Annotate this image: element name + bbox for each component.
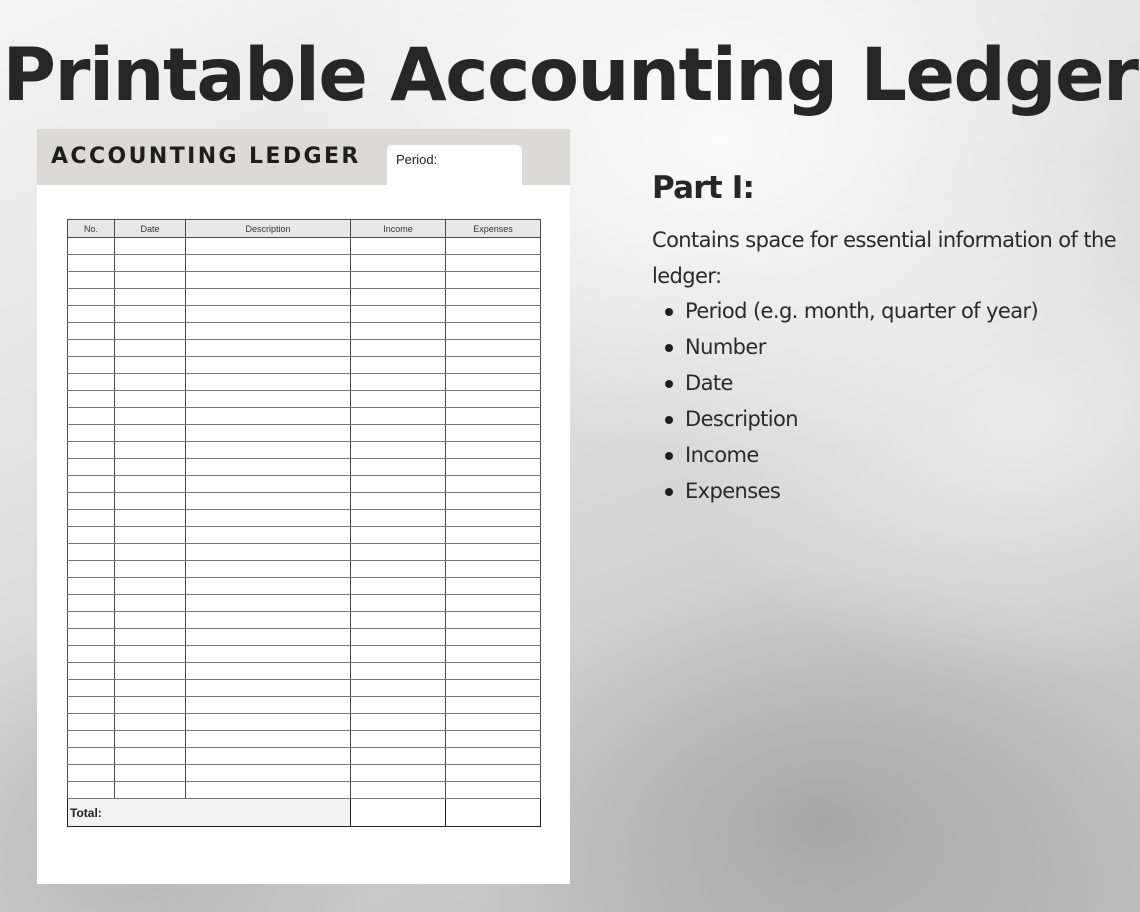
table-cell [446,748,541,765]
table-cell [115,408,186,425]
table-cell [351,306,446,323]
table-cell [68,255,115,272]
table-cell [186,255,351,272]
table-cell [186,561,351,578]
table-cell [351,595,446,612]
table-row [68,663,541,680]
table-cell [446,510,541,527]
table-row [68,408,541,425]
table-cell [186,578,351,595]
list-item [652,329,1038,365]
table-cell [446,544,541,561]
table-row [68,323,541,340]
table-cell [351,442,446,459]
table-cell [186,493,351,510]
table-cell [115,255,186,272]
table-cell [446,391,541,408]
table-cell [68,476,115,493]
table-cell [446,731,541,748]
table-cell [446,782,541,799]
table-cell [186,527,351,544]
table-cell [68,425,115,442]
table-cell [186,442,351,459]
table-cell [446,680,541,697]
table-cell [115,782,186,799]
table-cell [186,544,351,561]
table-cell [68,544,115,561]
table-cell [115,391,186,408]
table-cell [68,323,115,340]
table-cell [186,714,351,731]
table-row [68,442,541,459]
table-cell [351,765,446,782]
table-cell [68,289,115,306]
table-cell [68,748,115,765]
column-header-description: Description [186,220,351,238]
total-expenses-cell [446,799,541,827]
list-item-text: Expenses [685,479,781,503]
table-cell [68,357,115,374]
table-cell [68,663,115,680]
main-title: Printable Accounting Ledger [2,33,1138,118]
table-cell [115,425,186,442]
table-cell [68,442,115,459]
table-row [68,374,541,391]
table-cell [115,680,186,697]
table-cell [68,561,115,578]
table-cell [68,782,115,799]
table-cell [446,493,541,510]
table-cell [68,340,115,357]
table-cell [446,578,541,595]
table-cell [446,357,541,374]
table-cell [186,374,351,391]
table-cell [68,527,115,544]
table-cell [68,408,115,425]
table-row [68,612,541,629]
table-row [68,255,541,272]
table-row [68,306,541,323]
table-cell [351,612,446,629]
table-row [68,391,541,408]
table-cell [186,629,351,646]
table-cell [351,391,446,408]
table-cell [186,459,351,476]
table-cell [351,680,446,697]
table-cell [351,578,446,595]
table-row [68,646,541,663]
table-cell [68,374,115,391]
table-row [68,714,541,731]
table-cell [351,748,446,765]
table-cell [186,272,351,289]
bullet-icon [665,380,673,388]
table-cell [351,714,446,731]
table-cell [446,340,541,357]
table-cell [115,306,186,323]
table-cell [446,272,541,289]
list-item-text: Income [685,443,759,467]
table-cell [351,476,446,493]
table-cell [115,510,186,527]
table-cell [186,425,351,442]
part-heading: Part I: [652,170,755,206]
table-cell [186,765,351,782]
table-cell [351,629,446,646]
ledger-sheet [37,129,570,884]
table-cell [115,493,186,510]
table-row [68,527,541,544]
sheet-title: ACCOUNTING LEDGER [51,144,361,169]
table-cell [186,748,351,765]
table-row [68,357,541,374]
table-cell [351,340,446,357]
sheet-header [37,129,570,185]
table-cell [68,578,115,595]
table-row [68,289,541,306]
table-cell [186,731,351,748]
table-cell [68,731,115,748]
bullet-icon [665,308,673,316]
table-cell [446,425,541,442]
list-item [652,293,1038,329]
table-cell [446,629,541,646]
table-cell [68,391,115,408]
table-cell [68,493,115,510]
column-header-expenses: Expenses [446,220,541,238]
table-cell [68,272,115,289]
table-cell [115,272,186,289]
table-cell [115,646,186,663]
table-cell [115,629,186,646]
period-field [387,145,522,185]
table-row [68,578,541,595]
bullet-icon [665,416,673,424]
table-cell [68,714,115,731]
table-row [68,510,541,527]
table-cell [446,561,541,578]
ledger-table [67,219,541,827]
table-cell [68,680,115,697]
table-cell [351,510,446,527]
table-cell [351,255,446,272]
table-row [68,680,541,697]
table-cell [186,697,351,714]
table-cell [446,663,541,680]
table-cell [351,544,446,561]
table-cell [446,697,541,714]
table-cell [68,629,115,646]
table-row [68,544,541,561]
column-header-date: Date [115,220,186,238]
table-cell [446,476,541,493]
table-cell [115,544,186,561]
table-cell [115,340,186,357]
table-cell [186,476,351,493]
list-item [652,437,1038,473]
table-cell [446,255,541,272]
table-cell [446,714,541,731]
bullet-icon [665,452,673,460]
list-item-text: Description [685,407,799,431]
table-cell [446,374,541,391]
table-cell [186,663,351,680]
table-cell [351,289,446,306]
table-cell [115,442,186,459]
table-cell [446,765,541,782]
table-cell [351,663,446,680]
table-row [68,340,541,357]
table-cell [115,289,186,306]
table-cell [351,646,446,663]
table-row [68,238,541,255]
table-cell [351,731,446,748]
table-cell [115,238,186,255]
table-cell [186,595,351,612]
table-cell [186,289,351,306]
table-cell [351,782,446,799]
table-cell [446,238,541,255]
table-cell [186,238,351,255]
total-income-cell [351,799,446,827]
list-item-text: Period (e.g. month, quarter of year) [685,299,1039,323]
list-item [652,365,1038,401]
table-cell [351,272,446,289]
table-cell [115,323,186,340]
table-cell [186,782,351,799]
table-cell [446,595,541,612]
table-cell [115,527,186,544]
table-cell [446,442,541,459]
intro-text: Contains space for essential information of the ledger: [652,228,1117,288]
table-cell [186,323,351,340]
table-cell [186,357,351,374]
table-cell [68,306,115,323]
table-cell [446,612,541,629]
feature-list [652,293,1038,509]
table-cell [115,748,186,765]
table-row [68,459,541,476]
table-cell [68,612,115,629]
table-cell [351,561,446,578]
bullet-icon [665,488,673,496]
table-cell [115,697,186,714]
table-cell [115,731,186,748]
table-cell [115,714,186,731]
table-cell [351,527,446,544]
table-cell [446,527,541,544]
list-item [652,401,1038,437]
table-cell [186,680,351,697]
table-cell [115,374,186,391]
period-label: Period: [396,152,438,167]
table-row [68,748,541,765]
table-cell [68,238,115,255]
table-cell [68,595,115,612]
table-cell [115,765,186,782]
table-row [68,731,541,748]
table-cell [446,459,541,476]
table-cell [351,425,446,442]
table-cell [446,306,541,323]
table-cell [446,289,541,306]
table-cell [68,765,115,782]
table-row [68,561,541,578]
total-label: Total: [68,799,351,827]
table-cell [115,663,186,680]
table-cell [186,391,351,408]
table-cell [186,646,351,663]
table-cell [186,510,351,527]
column-header-no: No. [68,220,115,238]
table-row [68,272,541,289]
list-item-text: Date [685,371,733,395]
table-cell [115,578,186,595]
table-cell [351,408,446,425]
table-cell [186,612,351,629]
table-cell [115,612,186,629]
table-cell [68,459,115,476]
table-cell [351,459,446,476]
table-row [68,782,541,799]
table-cell [186,306,351,323]
table-header-row [68,220,541,238]
list-item-text: Number [685,335,766,359]
table-cell [68,646,115,663]
table-cell [115,561,186,578]
table-cell [115,476,186,493]
table-row [68,697,541,714]
column-header-income: Income [351,220,446,238]
table-row [68,493,541,510]
table-cell [446,408,541,425]
table-cell [115,459,186,476]
list-item [652,473,1038,509]
table-cell [351,238,446,255]
table-cell [186,340,351,357]
table-row [68,476,541,493]
table-cell [351,493,446,510]
table-cell [186,408,351,425]
table-cell [351,357,446,374]
table-row [68,765,541,782]
table-row [68,629,541,646]
table-cell [351,697,446,714]
table-cell [446,646,541,663]
table-cell [115,595,186,612]
bullet-icon [665,344,673,352]
ledger-body [68,238,541,799]
table-row [68,425,541,442]
table-cell [68,510,115,527]
total-row [68,799,541,827]
table-cell [446,323,541,340]
table-cell [351,323,446,340]
table-cell [115,357,186,374]
table-cell [68,697,115,714]
table-cell [351,374,446,391]
table-row [68,595,541,612]
